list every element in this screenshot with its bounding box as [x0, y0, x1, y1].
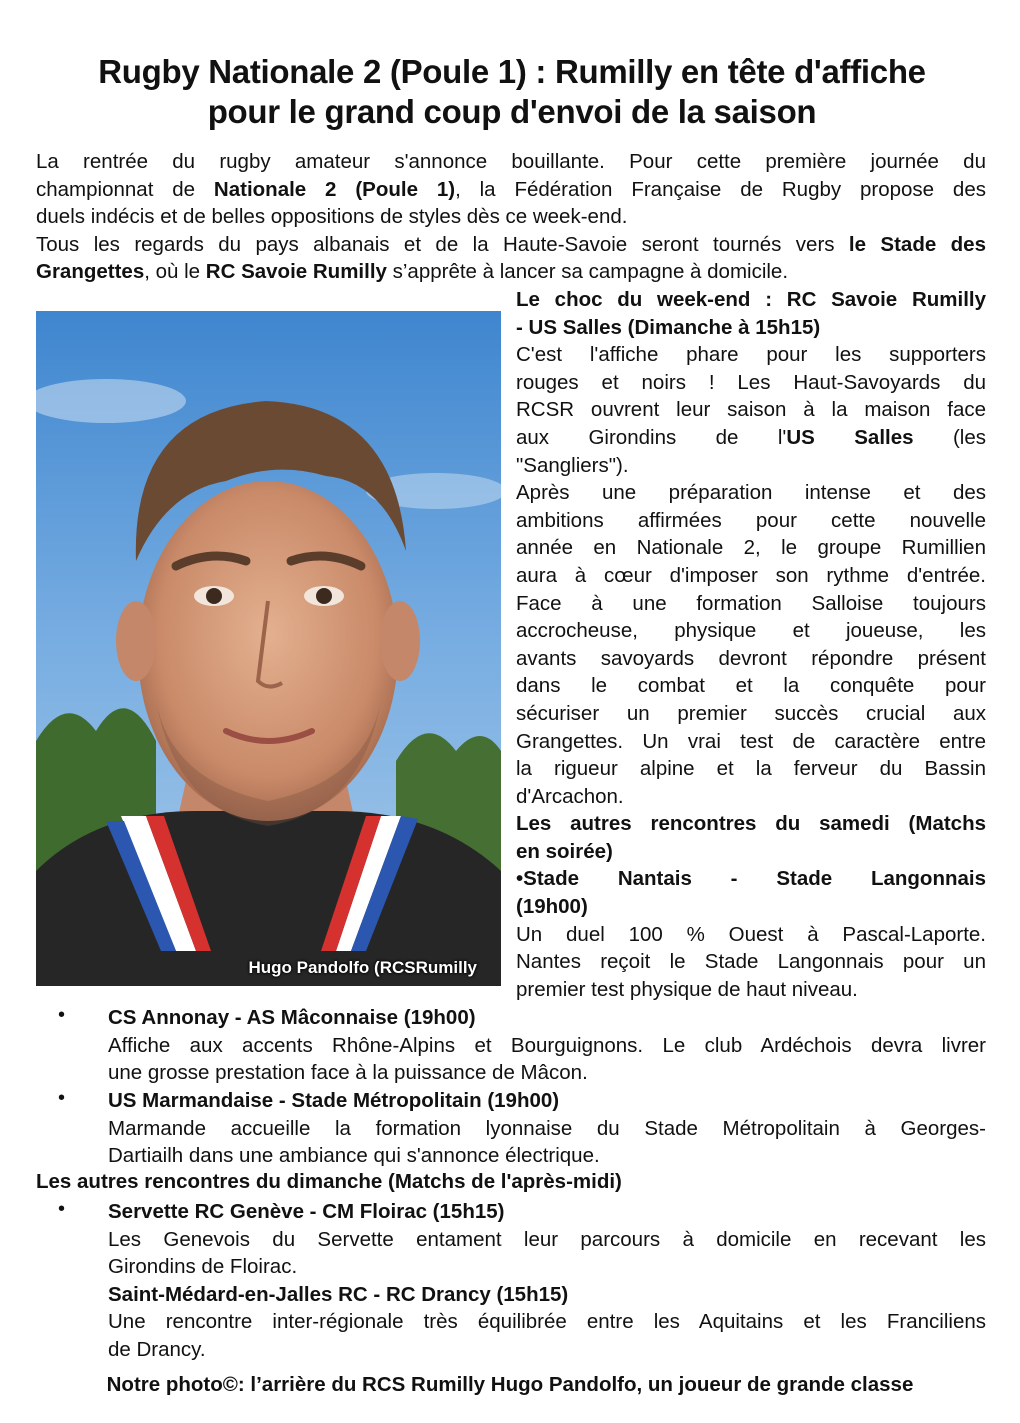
- intro-line: Grangettes, où le RC Savoie Rumilly s’apprête à lancer sa campagne à domicile.: [36, 260, 789, 284]
- saturday-match-title: •Stade Nantais - Stade Langonnais: [516, 867, 986, 891]
- bullet-icon: •: [58, 1087, 66, 1109]
- match-title: US Marmandaise - Stade Métropolitain (19h00): [108, 1089, 560, 1112]
- match-title: CS Annonay - AS Mâconnaise (19h00): [108, 1006, 476, 1029]
- intro-emphasis: Nationale 2 (Poule 1): [213, 177, 456, 201]
- saturday-match-title: (19h00): [516, 895, 588, 919]
- match-text: Les Genevois du Servette entament leur parcours à domicile en recevant les: [108, 1227, 986, 1251]
- main-match-line: avants savoyards devront répondre présent: [516, 646, 986, 670]
- intro-paragraph: [36, 148, 986, 286]
- intro-line: Tous les regards du pays albanais et de la Haute-Savoie seront tournés vers le Stade des: [36, 232, 986, 256]
- saturday-heading: Les autres rencontres du samedi (Matchs: [516, 812, 986, 836]
- headline-line-2: pour le grand coup d'envoi de la saison: [207, 93, 817, 130]
- main-match-line: Face à une formation Salloise toujours: [516, 591, 986, 615]
- match-title: Saint-Médard-en-Jalles RC - RC Drancy (15h15): [108, 1282, 569, 1306]
- main-match-heading: - US Salles (Dimanche à 15h15): [516, 315, 821, 339]
- main-match-line: accrocheuse, physique et joueuse, les: [516, 619, 986, 643]
- intro-emphasis: Grangettes: [36, 260, 145, 284]
- bullet-icon: •: [58, 1198, 66, 1220]
- sunday-heading: Les autres rencontres du dimanche (Matchs de l'après-midi): [36, 1170, 622, 1193]
- intro-line: championnat de Nationale 2 (Poule 1), la Fédération Française de Rugby propose des: [36, 177, 986, 201]
- main-match-line: année en Nationale 2, le groupe Rumillien: [516, 536, 986, 560]
- intro-line: duels indécis et de belles oppositions de styles dès ce week-end.: [36, 205, 628, 229]
- saturday-match-item: [108, 1004, 986, 1087]
- player-photo: [36, 311, 501, 986]
- photo-caption: Hugo Pandolfo (RCSRumilly: [248, 958, 477, 977]
- main-match-line: "Sangliers").: [516, 453, 629, 477]
- saturday-heading: en soirée): [516, 839, 613, 863]
- match-text: Une rencontre inter-régionale très équilibrée entre les Aquitains et les Franciliens: [108, 1310, 986, 1334]
- main-match-line: rouges et noirs ! Les Haut-Savoyards du: [516, 370, 986, 394]
- main-match-line: sécuriser un premier succès crucial aux: [516, 701, 986, 725]
- player-portrait-image: [36, 311, 501, 986]
- main-match-line: RCSR ouvrent leur saison à la maison face: [516, 398, 986, 422]
- match-text: de Drancy.: [108, 1337, 206, 1361]
- main-match-line: Après une préparation intense et des: [516, 481, 986, 505]
- intro-line: La rentrée du rugby amateur s'annonce bouillante. Pour cette première journée du: [36, 150, 986, 173]
- match-text: Marmande accueille la formation lyonnaise du Stade Métropolitain à Georges-: [108, 1116, 986, 1140]
- main-match-line: C'est l'affiche phare pour les supporters: [516, 343, 986, 367]
- match-text: Girondins de Floirac.: [108, 1255, 298, 1279]
- saturday-match-text: Un duel 100 % Ouest à Pascal-Laporte.: [516, 922, 986, 946]
- headline-line-1: Rugby Nationale 2 (Poule 1) : Rumilly en tête d'affiche: [98, 53, 926, 90]
- main-match-line: aura à cœur d'imposer son rythme d'entrée.: [516, 563, 986, 587]
- main-match-heading: Le choc du week-end : RC Savoie Rumilly: [516, 288, 986, 311]
- sunday-match-item: [108, 1198, 986, 1364]
- main-match-line: Grangettes. Un vrai test de caractère entre: [516, 729, 986, 753]
- match-title: Servette RC Genève - CM Floirac (15h15): [108, 1200, 505, 1223]
- bullet-icon: •: [58, 1004, 66, 1026]
- main-match-line: ambitions affirmées pour cette nouvelle: [516, 508, 986, 532]
- main-match-column: [516, 286, 986, 1003]
- saturday-match-text: premier test physique de haut niveau.: [516, 977, 858, 1001]
- match-text: une grosse prestation face à la puissance de Mâcon.: [108, 1061, 588, 1085]
- headline: [40, 52, 984, 132]
- team-name-emphasis: US Salles: [786, 425, 914, 449]
- main-match-line: aux Girondins de l'US Salles (les: [516, 425, 986, 449]
- saturday-match-item: [108, 1087, 986, 1170]
- saturday-match-text: Nantes reçoit le Stade Langonnais pour un: [516, 950, 986, 974]
- match-text: Affiche aux accents Rhône-Alpins et Bourguignons. Le club Ardéchois devra livrer: [108, 1033, 986, 1057]
- photo-credit-footer: Notre photo©: l’arrière du RCS Rumilly Hugo Pandolfo, un joueur de grande classe: [106, 1373, 914, 1396]
- main-match-line: d'Arcachon.: [516, 784, 624, 808]
- match-text: Dartiailh dans une ambiance qui s'annonce électrique.: [108, 1144, 600, 1168]
- intro-emphasis: RC Savoie Rumilly: [205, 260, 387, 284]
- main-match-line: la rigueur alpine et la ferveur du Bassin: [516, 757, 986, 781]
- intro-emphasis: le Stade des: [848, 232, 986, 256]
- main-match-line: dans le combat et la conquête pour: [516, 674, 986, 698]
